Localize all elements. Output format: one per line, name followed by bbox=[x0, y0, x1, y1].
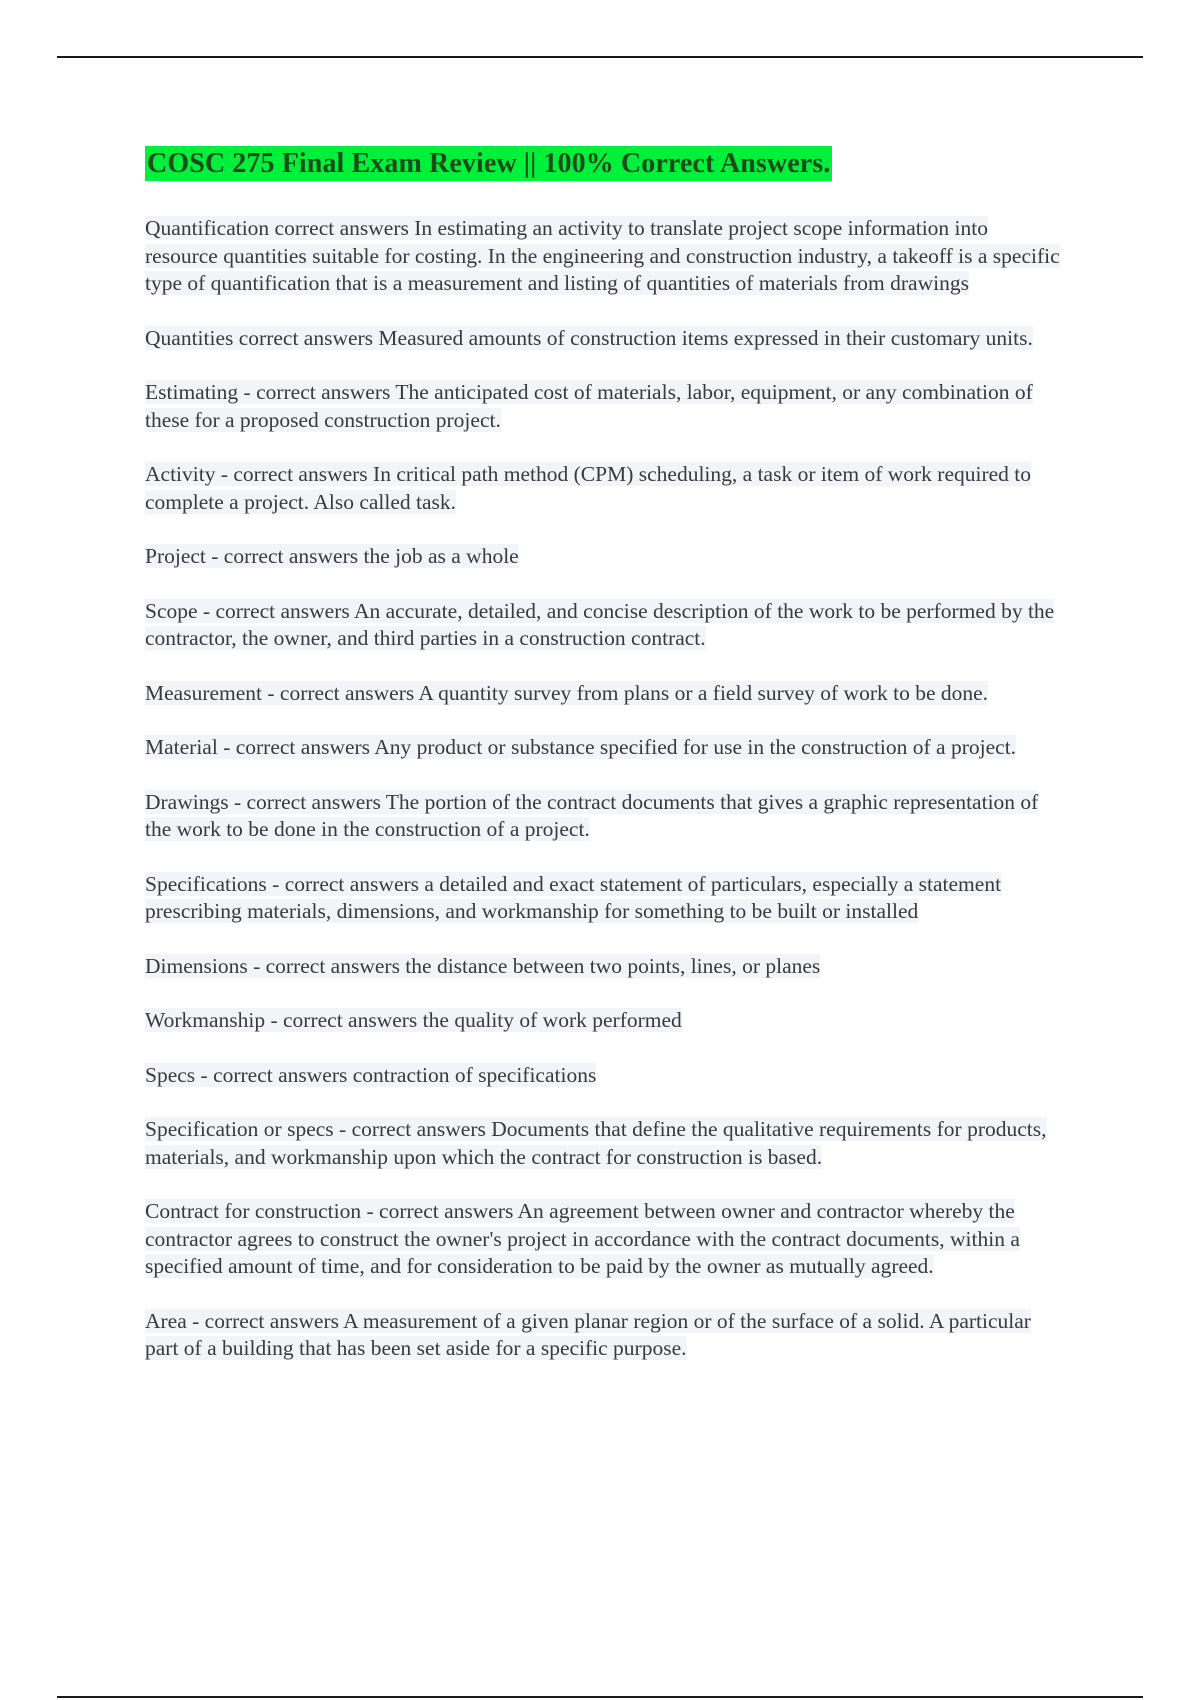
entry-text: Drawings - correct answers The portion of the contract documents that gives a graphic representation of the work to be done in the construction of a project. bbox=[145, 789, 1039, 841]
entry-list bbox=[145, 215, 1065, 1363]
entry-text: Activity - correct answers In critical path method (CPM) scheduling, a task or item of work required to complete a project. Also called task. bbox=[145, 462, 1032, 514]
entry-paragraph bbox=[145, 325, 1065, 353]
entry-paragraph bbox=[145, 871, 1065, 926]
entry-text: Area - correct answers A measurement of a given planar region or of the surface of a solid. A particular part of a building that has been set aside for a specific purpose. bbox=[145, 1308, 1031, 1360]
entry-text: Workmanship - correct answers the quality of work performed bbox=[145, 1008, 682, 1032]
entry-text: Estimating - correct answers The anticipated cost of materials, labor, equipment, or any combination of these for a proposed construction project. bbox=[145, 380, 1033, 432]
entry-text: Project - correct answers the job as a whole bbox=[145, 544, 519, 568]
entry-paragraph bbox=[145, 379, 1065, 434]
entry-text: Quantification correct answers In estimating an activity to translate project scope information into resource quantities suitable for costing. In the engineering and construction industry, a takeoff is a specific type of quantification that is a measurement and listing of quantities of materials from drawings bbox=[145, 216, 1060, 295]
entry-paragraph bbox=[145, 953, 1065, 981]
footer-rule bbox=[57, 1696, 1143, 1698]
entry-text: Dimensions - correct answers the distance between two points, lines, or planes bbox=[145, 953, 821, 978]
entry-text: Measurement - correct answers A quantity survey from plans or a field survey of work to be done. bbox=[145, 680, 989, 705]
entry-paragraph bbox=[145, 789, 1065, 844]
entry-text: Quantities correct answers Measured amounts of construction items expressed in their customary units. bbox=[145, 325, 1033, 350]
entry-paragraph bbox=[145, 1007, 1065, 1035]
entry-text: Material - correct answers Any product or substance specified for use in the construction of a project. bbox=[145, 735, 1017, 759]
entry-paragraph bbox=[145, 461, 1065, 516]
entry-text: Contract for construction - correct answers An agreement between owner and contractor whereby the contractor agrees to construct the owner's project in accordance with the contract documents, within a specified amount of time, and for consideration to be paid by the owner as mutually agreed. bbox=[145, 1199, 1020, 1278]
entry-paragraph bbox=[145, 598, 1065, 653]
entry-paragraph bbox=[145, 1116, 1065, 1171]
entry-text: Scope - correct answers An accurate, detailed, and concise description of the work to be performed by the contractor, the owner, and third parties in a construction contract. bbox=[145, 598, 1055, 650]
entry-paragraph bbox=[145, 680, 1065, 708]
entry-paragraph bbox=[145, 543, 1065, 571]
entry-text: Specification or specs - correct answers Documents that define the qualitative requirements for products, materials, and workmanship upon which the contract for construction is based. bbox=[145, 1117, 1047, 1169]
document-title: COSC 275 Final Exam Review || 100% Correct Answers. bbox=[147, 148, 831, 179]
entry-paragraph bbox=[145, 734, 1065, 762]
entry-text: Specs - correct answers contraction of specifications bbox=[145, 1062, 597, 1087]
entry-paragraph bbox=[145, 1062, 1065, 1090]
entry-text: Specifications - correct answers a detailed and exact statement of particulars, especially a statement prescribing materials, dimensions, and workmanship for something to be built or installed bbox=[145, 871, 1002, 923]
entry-paragraph bbox=[145, 1198, 1065, 1281]
header-rule bbox=[57, 56, 1143, 58]
document-body bbox=[145, 146, 1065, 1390]
entry-paragraph bbox=[145, 1308, 1065, 1363]
entry-paragraph bbox=[145, 215, 1065, 298]
